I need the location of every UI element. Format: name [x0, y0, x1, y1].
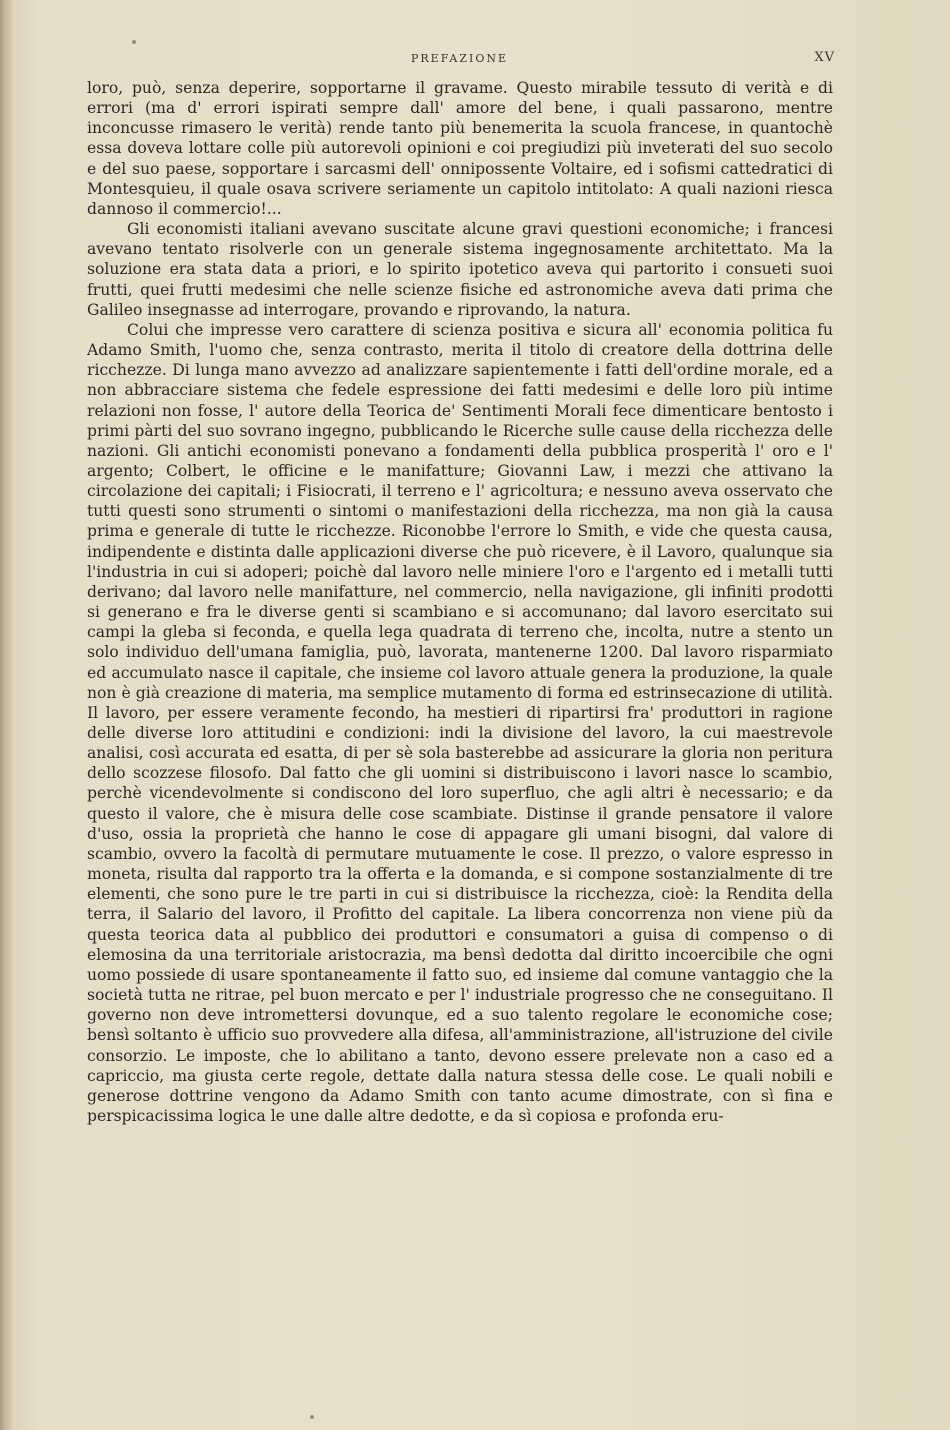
page-gutter-shadow — [0, 0, 12, 1430]
ink-speck — [310, 1415, 314, 1419]
page-number: XV — [814, 50, 835, 65]
paragraph-1: loro, può, senza deperire, sopportarne il gravame. Questo mirabile tessuto di verità e di errori (ma d' errori ispirati sempre dall' amore del bene, i quali passarono, mentre inconcusse rimasero le verità) rende tanto più benemerita la scuola francese, in quantochè essa doveva lottare colle più autorevoli opinioni e coi pregiudizi più inveterati del suo secolo e del suo paese, sopportare i sarcasmi dell' onnipossente Voltaire, ed i sofismi cattedratici di Montesquieu, il quale osava scrivere seriamente un capitolo intitolato: A quali nazioni riesca dannoso il commercio!... — [87, 79, 833, 218]
body-text — [87, 78, 833, 1126]
page-header — [85, 50, 835, 70]
running-title: PREFAZIONE — [411, 52, 508, 65]
paragraph-3: Colui che impresse vero carattere di scienza positiva e sicura all' economia politica fu Adamo Smith, l'uomo che, senza contrasto, merita il titolo di creatore della dottrina delle ricchezze. Di lunga mano avvezzo ad analizzare sapientemente i fatti dell'ordine morale, ed a non abbracciare sistema che fedele espressione dei fatti medesimi e delle loro più intime relazioni non fosse, l' autore della Teorica de' Sentimenti Morali fece dimenticare bentosto i primi pàrti del suo sovrano ingegno, pubblicando le Ricerche sulle cause della ricchezza delle nazioni. Gli antichi economisti ponevano a fondamenti della pubblica prosperità l' oro e l' argento; Colbert, le officine e le manifatture; Giovanni Law, i mezzi che attivano la circolazione dei capitali; i Fisiocrati, il terreno e l' agricoltura; e nessuno aveva osservato che tutti questi sono strumenti o sintomi o manifestazioni della ricchezza, ma non già la causa prima e generale di tutte le ricchezze. Riconobbe l'errore lo Smith, e vide che questa causa, indipendente e distinta dalle applicazioni diverse che può ricevere, è il Lavoro, qualunque sia l'industria in cui si adoperi; poichè dal lavoro nelle miniere l'oro e l'argento ed i metalli tutti derivano; dal lavoro nelle manifatture, nel commercio, nella navigazione, gli infiniti prodotti si generano e fra le diverse genti si scambiano e si accomunano; dal lavoro esercitato sui campi la gleba si feconda, e quella lega quadrata di terreno che, incolta, nutre a stento un solo individuo dell'umana famiglia, può, lavorata, mantenerne 1200. Dal lavoro risparmiato ed accumulato nasce il capitale, che insieme col lavoro attuale genera la produzione, la quale non è già creazione di materia, ma semplice mutamento di forma ed estrinsecazione di utilità. Il lavoro, per essere veramente fecondo, ha mestieri di ripartirsi fra' produttori in ragione delle diverse loro attitudini e condizioni: indi la divisione del lavoro, la cui maestrevole analisi, così accurata ed esatta, di per sè sola basterebbe ad assicurare la gloria non peritura dello scozzese filosofo. Dal fatto che gli uomini si distribuiscono i lavori nasce lo scambio, perchè vicendevolmente si condiscono del loro superfluo, che agli altri è necessario; e da questo il valore, che è misura delle cose scambiate. Distinse il grande pensatore il valore d'uso, ossia la proprietà che hanno le cose di appagare gli umani bisogni, dal valore di scambio, ovvero la facoltà di permutare mutuamente le cose. Il prezzo, o valore espresso in moneta, risulta dal rapporto tra la offerta e la domanda, e si compone sostanzialmente di tre elementi, che sono pure le tre parti in cui si distribuisce la ricchezza, cioè: la Rendita della terra, il Salario del lavoro, il Profitto del capitale. La libera concorrenza non viene più da questa teorica data al pubblico dei produttori e consumatori a guisa di compenso o di elemosina da una territoriale aristocrazia, ma bensì dedotta dal diritto incoercibile che ogni uomo possiede di usare spontaneamente il fatto suo, ed insieme dal comune vantaggio che la società tutta ne ritrae, pel buon mercato e per l' industriale progresso che ne conseguitano. Il governo non deve intromettersi dovunque, ed a suo talento regolare le economiche cose; bensì soltanto è ufficio suo provvedere alla difesa, all'amministrazione, all'istruzione del civile consorzio. Le imposte, che lo abilitano a tanto, devono essere prelevate non a caso ed a capriccio, ma giusta certe regole, dettate dalla natura stessa delle cose. Le quali nobili e generose dottrine vengono da Adamo Smith con tanto acume dimostrate, con sì fina e perspicacissima logica le une dalle altre dedotte, e da sì copiosa e profonda eru- — [87, 320, 833, 1125]
ink-speck — [132, 40, 136, 44]
paragraph-2: Gli economisti italiani avevano suscitate alcune gravi questioni economiche; i francesi avevano tentato risolverle con un generale sistema ingegnosamente architettato. Ma la soluzione era stata data a priori, e lo spirito ipotetico aveva qui partorito i consueti suoi frutti, quei frutti medesimi che nelle scienze fisiche ed astronomiche aveva dati prima che Galileo insegnasse ad interrogare, provando e riprovando, la natura. — [87, 220, 833, 319]
